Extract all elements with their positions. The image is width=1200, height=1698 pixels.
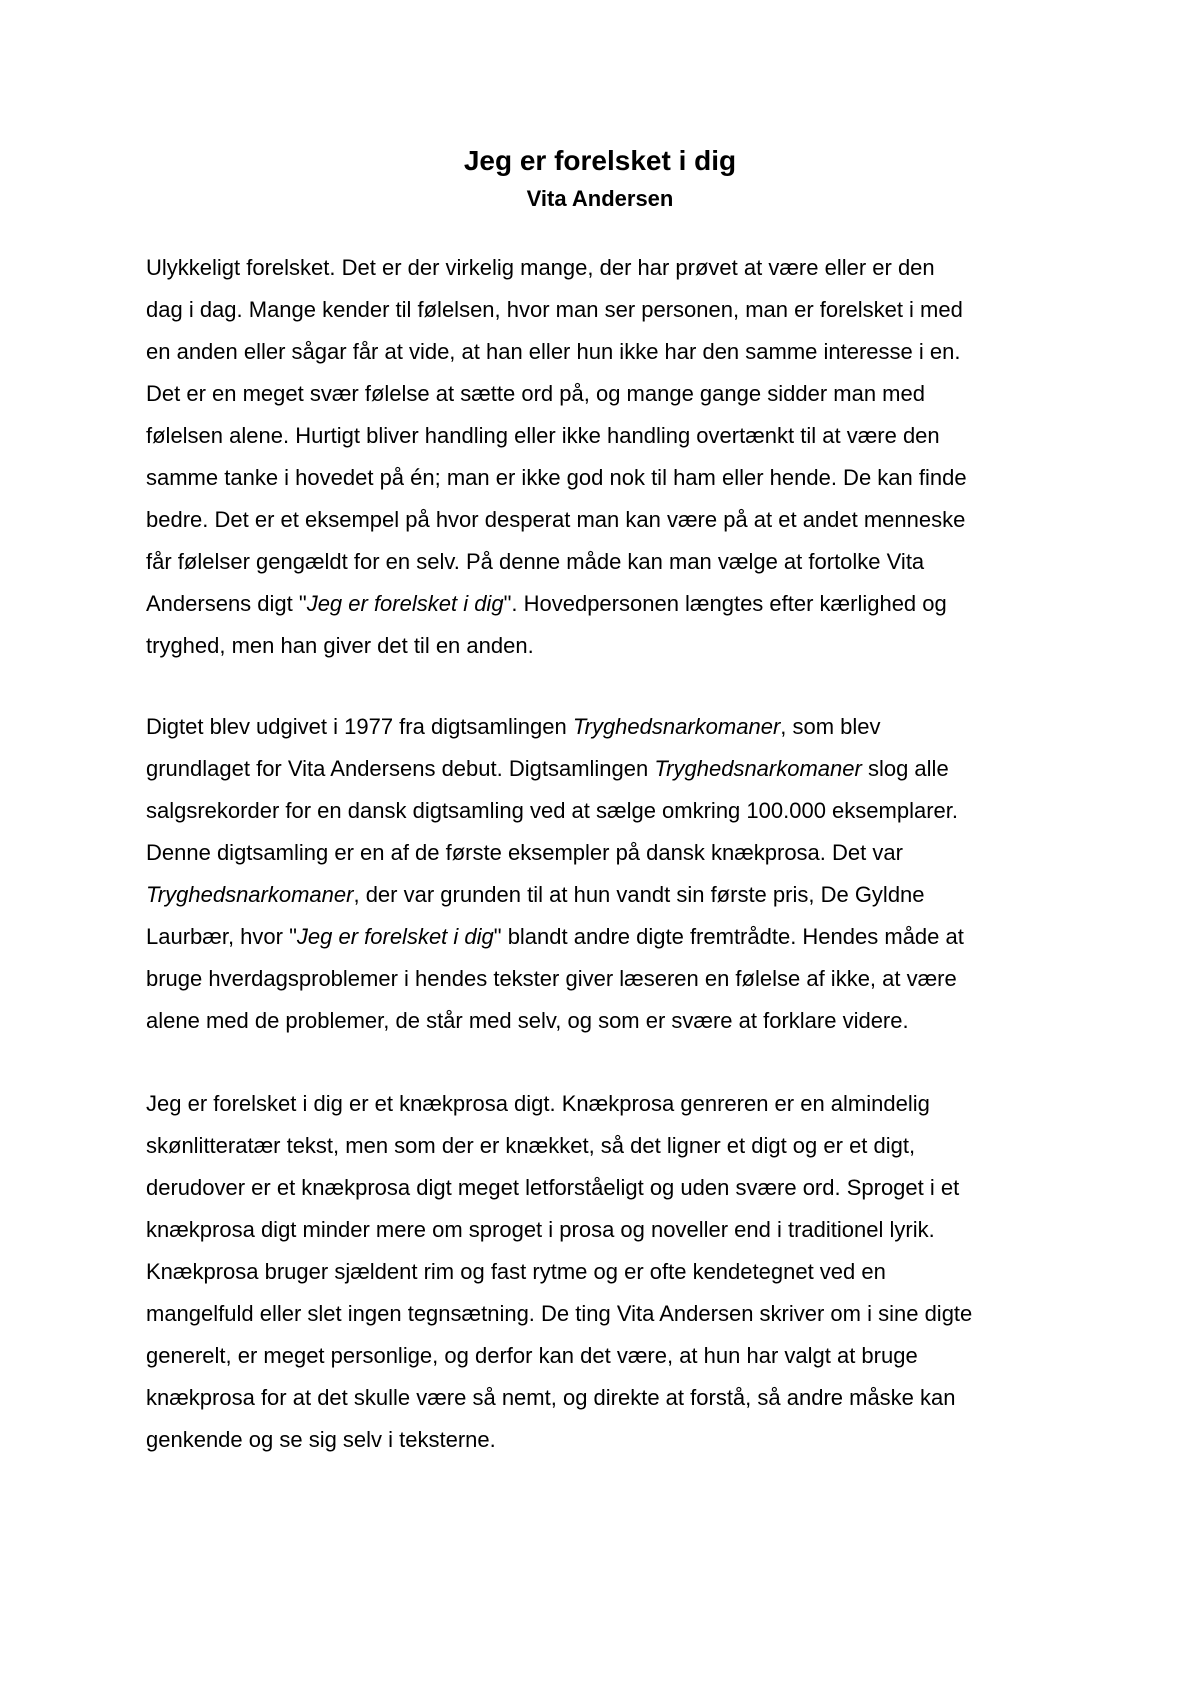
text-segment: salgsrekorder for en dansk digtsamling ved at sælge omkring 100.000 eksemplarer. <box>146 798 958 823</box>
text-segment: Laurbær, hvor " <box>146 924 297 949</box>
page-title: Jeg er forelsket i dig <box>463 145 737 176</box>
text-line <box>146 1125 1066 1167</box>
text-segment: ". Hovedpersonen længtes efter kærlighed og <box>503 591 947 616</box>
text-line <box>146 790 1066 832</box>
text-segment: knækprosa digt minder mere om sproget i prosa og noveller end i traditionel lyrik. <box>146 1217 935 1242</box>
text-line <box>146 832 1066 874</box>
text-segment: slog alle <box>861 756 949 781</box>
text-line <box>146 958 1066 1000</box>
text-line <box>146 625 1066 667</box>
text-segment: " blandt andre digte fremtrådte. Hendes måde at <box>493 924 964 949</box>
text-segment: derudover er et knækprosa digt meget letforståeligt og uden svære ord. Sproget i et <box>146 1175 960 1200</box>
text-segment: grundlaget for Vita Andersens debut. Digtsamlingen <box>146 756 655 781</box>
text-segment: Jeg er forelsket i dig er et knækprosa digt. Knækprosa genreren er en almindelig <box>146 1091 930 1116</box>
author-name: Vita Andersen <box>526 186 674 211</box>
text-segment: knækprosa for at det skulle være så nemt, og direkte at forstå, så andre måske kan <box>146 1385 956 1410</box>
text-segment: Andersens digt " <box>146 591 307 616</box>
text-line <box>146 1167 1066 1209</box>
text-segment: skønlitteratær tekst, men som der er knækket, så det ligner et digt og er et digt, <box>146 1133 916 1158</box>
paragraph-2 <box>146 706 1066 1042</box>
italic-title: Tryghedsnarkomaner <box>146 882 354 907</box>
text-line <box>146 289 1066 331</box>
text-line <box>146 499 1066 541</box>
text-line <box>146 1251 1066 1293</box>
text-segment: samme tanke i hovedet på én; man er ikke god nok til ham eller hende. De kan finde <box>146 465 967 490</box>
text-line <box>146 1209 1066 1251</box>
text-segment: , der var grunden til at hun vandt sin første pris, De Gyldne <box>353 882 925 907</box>
text-segment: Denne digtsamling er en af de første eksempler på dansk knækprosa. Det var <box>146 840 903 865</box>
text-line <box>146 541 1066 583</box>
text-line <box>146 1000 1066 1042</box>
text-segment: følelsen alene. Hurtigt bliver handling eller ikke handling overtænkt til at være den <box>146 423 940 448</box>
text-segment: Det er en meget svær følelse at sætte ord på, og mange gange sidder man med <box>146 381 925 406</box>
text-line <box>146 874 1066 916</box>
text-line <box>146 373 1066 415</box>
text-segment: tryghed, men han giver det til en anden. <box>146 633 534 658</box>
italic-title: Jeg er forelsket i dig <box>306 591 504 616</box>
text-segment: dag i dag. Mange kender til følelsen, hvor man ser personen, man er forelsket i med <box>146 297 963 322</box>
italic-title: Jeg er forelsket i dig <box>296 924 494 949</box>
paragraph-3 <box>146 1083 1066 1461</box>
text-segment: bedre. Det er et eksempel på hvor desperat man kan være på at et andet menneske <box>146 507 966 532</box>
text-line <box>146 748 1066 790</box>
text-segment: bruge hverdagsproblemer i hendes tekster giver læseren en følelse af ikke, at være <box>146 966 957 991</box>
text-line <box>146 331 1066 373</box>
text-segment: Ulykkeligt forelsket. Det er der virkelig mange, der har prøvet at være eller er den <box>146 255 935 280</box>
text-line <box>146 457 1066 499</box>
text-line <box>146 583 1066 625</box>
text-segment: genkende og se sig selv i teksterne. <box>146 1427 496 1452</box>
text-line <box>146 1335 1066 1377</box>
text-line <box>146 415 1066 457</box>
text-segment: Knækprosa bruger sjældent rim og fast rytme og er ofte kendetegnet ved en <box>146 1259 886 1284</box>
text-segment: Digtet blev udgivet i 1977 fra digtsamlingen <box>146 714 573 739</box>
text-segment: alene med de problemer, de står med selv, og som er svære at forklare videre. <box>146 1008 909 1033</box>
text-segment: en anden eller sågar får at vide, at han eller hun ikke har den samme interesse i en. <box>146 339 961 364</box>
text-line <box>146 1419 1066 1461</box>
text-line <box>146 1377 1066 1419</box>
text-segment: mangelfuld eller slet ingen tegnsætning. De ting Vita Andersen skriver om i sine digte <box>146 1301 973 1326</box>
text-line <box>146 706 1066 748</box>
paragraph-1 <box>146 247 1066 667</box>
text-line <box>146 1083 1066 1125</box>
text-segment: generelt, er meget personlige, og derfor kan det være, at hun har valgt at bruge <box>146 1343 918 1368</box>
italic-title: Tryghedsnarkomaner <box>654 756 862 781</box>
text-segment: , som blev <box>780 714 881 739</box>
italic-title: Tryghedsnarkomaner <box>572 714 781 739</box>
text-line <box>146 1293 1066 1335</box>
text-segment: får følelser gengældt for en selv. På denne måde kan man vælge at fortolke Vita <box>146 549 925 574</box>
text-line <box>146 247 1066 289</box>
text-line <box>146 916 1066 958</box>
